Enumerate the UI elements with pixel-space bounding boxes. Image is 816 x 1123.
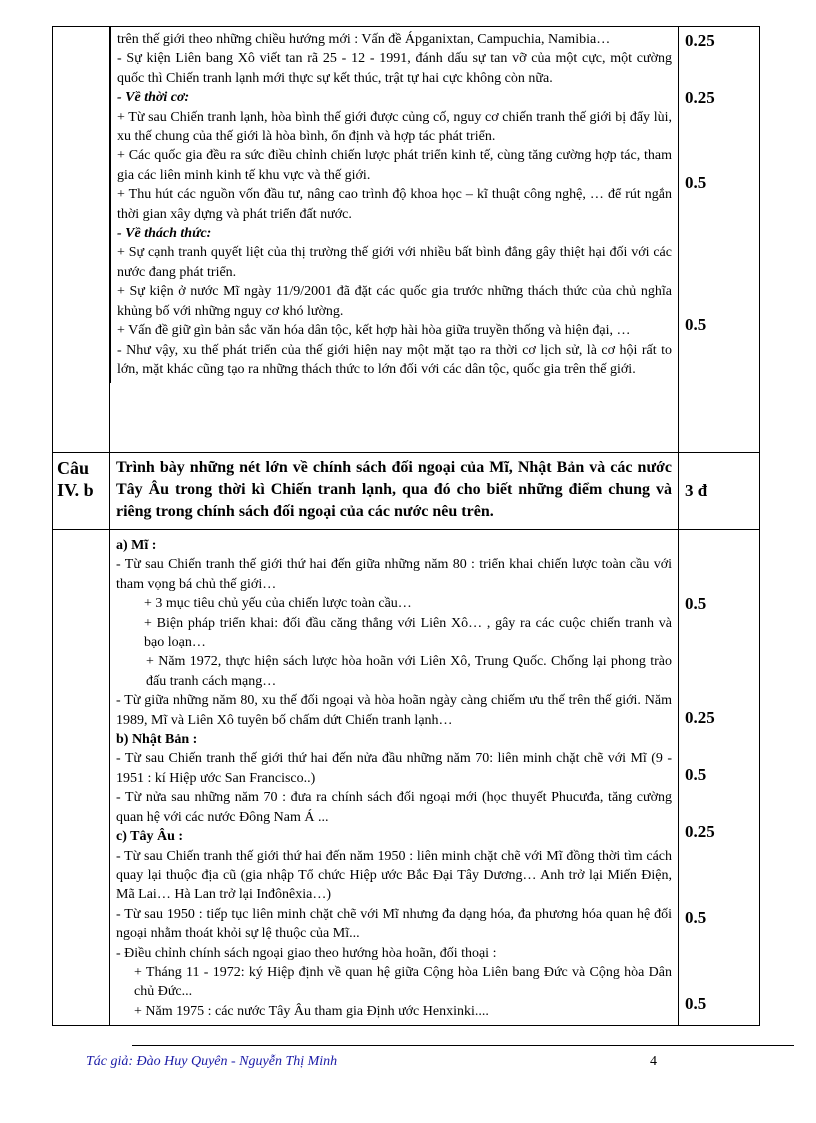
score: 0.5 — [685, 173, 707, 192]
question-text: Trình bày những nét lớn về chính sách đối ngoại của Mĩ, Nhật Bản và các nước Tây Âu trong thời kì Chiến tranh lạnh, qua đó cho biết những điểm chung và riêng trong chính sách đối ngoại của các nước nêu trên. — [116, 459, 672, 520]
answer-table — [52, 26, 760, 1026]
thach-line-1: + Sự cạnh tranh quyết liệt của thị trường thế giới với nhiều bất bình đẳng gây thiệt hại đối với các nước đang phát triển. — [117, 245, 672, 280]
empty-label-cell — [53, 27, 110, 453]
answer-line: - Từ nửa sau những năm 70 : đưa ra chính sách đối ngoại mới (học thuyết Phucưđa, tăng cường quan hệ với các nước Đông Nam Á ... — [116, 790, 672, 825]
co-line-2: + Các quốc gia đều ra sức điều chỉnh chiến lược phát triển kinh tế, cùng tăng cường hợp tác, tham gia các liên minh kinh tế khu vực và thế giới. — [117, 148, 672, 183]
page-number: 4 — [650, 1054, 657, 1069]
co-line-3: + Thu hút các nguồn vốn đầu tư, nâng cao trình độ khoa học – kĩ thuật công nghệ, … để rút ngắn thời gian xây dựng và phát triển đất nước. — [117, 187, 672, 222]
answer-line: - Từ giữa những năm 80, xu thế đối ngoại và hòa hoãn ngày càng chiếm ưu thế trên thế giới. Năm 1989, Mĩ và Liên Xô tuyên bố chấm dứt Chiến tranh lạnh… — [116, 693, 672, 728]
ta-heading: c) Tây Âu : — [116, 829, 184, 845]
thach-line-4: - Như vậy, xu thế phát triển của thế giới hiện nay một mặt tạo ra thời cơ lịch sử, là cơ hội rất to lớn, mặt khác cũng tạo ra những thách thức to lớn đối với các dân tộc, quốc gia trên thế giới. — [117, 342, 672, 377]
answer-score-cell — [679, 530, 760, 1026]
answer-line: + Biện pháp triển khai: đối đầu căng thẳng với Liên Xô… , gây ra các cuộc chiến tranh và bạo loạn… — [144, 615, 672, 651]
top-line-1: trên thế giới theo những chiều hướng mới : Vấn đề Ápganixtan, Campuchia, Namibia… — [117, 32, 611, 47]
answer-line: - Điều chỉnh chính sách ngoại giao theo hướng hòa hoãn, đối thoại : — [116, 945, 497, 961]
score: 0.25 — [685, 822, 715, 841]
thach-line-2: + Sự kiện ở nước Mĩ ngày 11/9/2001 đã đặt các quốc gia trước những thách thức của chủ nghĩa khủng bố với những nguy cơ khó lường. — [117, 284, 672, 319]
footer-author: Tác giả: Đào Huy Quyên - Nguyễn Thị Minh — [86, 1054, 338, 1069]
co-heading: - Về thời cơ: — [117, 90, 190, 106]
empty-label-cell — [53, 530, 110, 1026]
top-content-cell — [110, 27, 679, 453]
answer-line: + Năm 1975 : các nước Tây Âu tham gia Định ước Henxinki.... — [134, 1003, 489, 1019]
score: 0.25 — [685, 708, 715, 727]
answer-line: + 3 mục tiêu chủ yếu của chiến lược toàn cầu… — [144, 596, 412, 612]
score: 0.25 — [685, 88, 715, 107]
question-label: Câu IV. b — [57, 458, 94, 500]
score: 0.5 — [685, 994, 707, 1013]
answer-line: + Tháng 11 - 1972: ký Hiệp định về quan hệ giữa Cộng hòa Liên bang Đức và Cộng hòa Dân chủ Đức... — [134, 964, 672, 1000]
question-points-cell — [679, 453, 760, 530]
answer-line: - Từ sau Chiến tranh thế giới thứ hai đến năm 1950 : liên minh chặt chẽ với Mĩ đồng thời tìm cách quay lại thuộc địa cũ (gia nhập Tổ chức Hiệp ước Bắc Đại Tây Dương… Anh trở lại Miến Điện, Mã Lai… Hà Lan trở lại Inđônêxia…) — [116, 848, 672, 903]
thach-line-3: + Vấn đề giữ gìn bản sắc văn hóa dân tộc, kết hợp hài hòa giữa truyền thống và hiện đại, … — [117, 323, 631, 339]
footer-divider — [132, 1045, 794, 1046]
score: 0.5 — [685, 908, 707, 927]
answer-line: - Từ sau Chiến tranh thế giới thứ hai đến nửa đầu những năm 70: liên minh chặt chẽ với Mĩ (9 - 1951 : kí Hiệp ước San Francisco..) — [116, 751, 672, 786]
my-heading: a) Mĩ : — [116, 538, 157, 553]
thach-heading: - Về thách thức: — [117, 226, 212, 242]
score: 0.5 — [685, 315, 707, 334]
score: 0.5 — [685, 594, 707, 613]
top-score-cell — [679, 27, 760, 453]
answer-content-cell — [110, 530, 679, 1026]
question-points: 3 đ — [685, 481, 708, 500]
score: 0.5 — [685, 765, 707, 784]
co-line-1: + Từ sau Chiến tranh lạnh, hòa bình thế giới được củng cố, nguy cơ chiến tranh thế giới bị đẩy lùi, xu thế chung của thế giới là hòa bình, ổn định và hợp tác phát triển. — [117, 109, 672, 145]
answer-line: - Từ sau 1950 : tiếp tục liên minh chặt chẽ với Mĩ nhưng đa dạng hóa, đa phương hóa quan hệ đối ngoại nhằm thoát khỏi sự lệ thuộc của Mĩ... — [116, 906, 672, 942]
top-line-2: - Sự kiện Liên bang Xô viết tan rã 25 - 12 - 1991, đánh dấu sự tan vỡ của một cực, một cường quốc thì Chiến tranh lạnh mới thực sự kết thúc, trật tự hai cực không còn nữa. — [117, 51, 672, 86]
question-label-cell — [53, 453, 110, 530]
score: 0.25 — [685, 31, 715, 50]
question-text-cell — [110, 453, 679, 530]
nb-heading: b) Nhật Bản : — [116, 732, 198, 748]
answer-line: - Từ sau Chiến tranh thế giới thứ hai đến giữa những năm 80 : triển khai chiến lược toàn cầu với tham vọng bá chủ thế giới… — [116, 557, 672, 592]
answer-line: + Năm 1972, thực hiện sách lược hòa hoãn với Liên Xô, Trung Quốc. Chống lại phong trào đấu tranh cách mạng… — [146, 654, 672, 689]
